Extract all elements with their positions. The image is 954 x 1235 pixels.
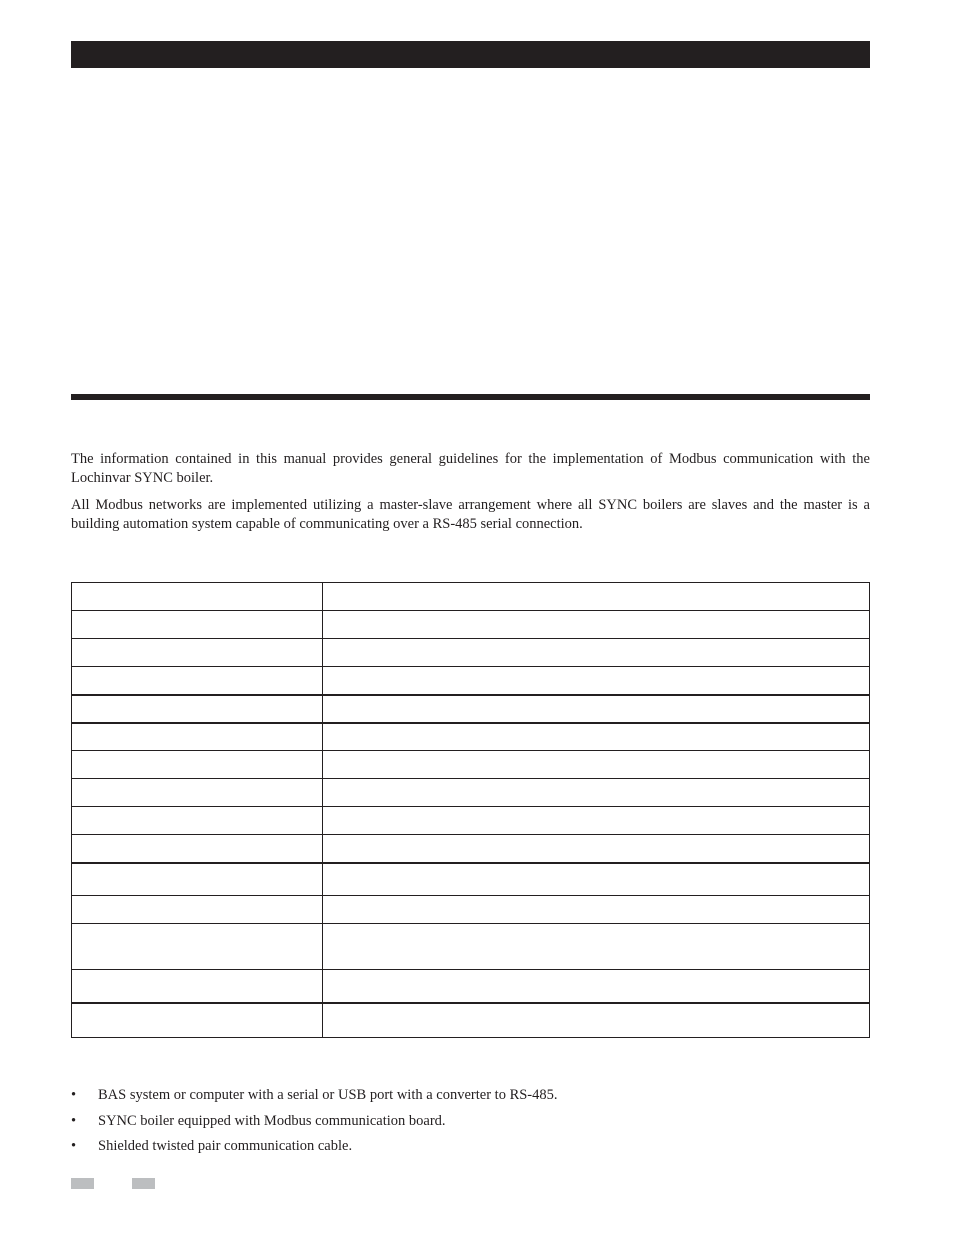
table-cell (323, 695, 870, 723)
list-item-text: SYNC boiler equipped with Modbus communication board. (98, 1112, 446, 1129)
requirements-list (71, 1086, 870, 1163)
table-cell (72, 1003, 323, 1038)
header-bar (71, 41, 870, 68)
table-cell (323, 723, 870, 751)
footer-tab-right (132, 1178, 155, 1189)
table-row (72, 924, 870, 970)
table-row (72, 583, 870, 611)
table-cell (323, 835, 870, 863)
table-cell (72, 896, 323, 924)
table-cell (72, 863, 323, 896)
table-cell (72, 835, 323, 863)
table-cell (72, 751, 323, 779)
table-cell (323, 924, 870, 970)
table-row (72, 807, 870, 835)
table-cell (72, 639, 323, 667)
table-cell (72, 583, 323, 611)
table-cell (323, 807, 870, 835)
table-row (72, 667, 870, 695)
table-cell (72, 779, 323, 807)
table-cell (323, 896, 870, 924)
list-item-text: BAS system or computer with a serial or USB port with a converter to RS-485. (98, 1087, 558, 1103)
table-row (72, 863, 870, 896)
table-row (72, 723, 870, 751)
table-cell (72, 807, 323, 835)
bullet-marker: • (71, 1112, 77, 1129)
list-item (71, 1086, 870, 1105)
table-cell (72, 611, 323, 639)
table-cell (72, 667, 323, 695)
table-cell (72, 723, 323, 751)
table-cell (323, 611, 870, 639)
table-row (72, 835, 870, 863)
table-cell (323, 779, 870, 807)
table-row (72, 695, 870, 723)
table-row (72, 611, 870, 639)
list-item (71, 1112, 870, 1131)
table-cell (323, 970, 870, 1003)
table-row (72, 896, 870, 924)
table-cell (72, 970, 323, 1003)
table-row (72, 639, 870, 667)
list-item-text: Shielded twisted pair communication cable. (98, 1138, 353, 1154)
table-cell (323, 583, 870, 611)
table-cell (323, 667, 870, 695)
table-row (72, 779, 870, 807)
intro-paragraph-2: All Modbus networks are implemented utilizing a master-slave arrangement where all SYNC boilers are slaves and the master is a building automation system capable of communicating over a RS-485 serial connection. (71, 497, 870, 532)
table-row (72, 970, 870, 1003)
table-cell (323, 639, 870, 667)
table-row (72, 1003, 870, 1038)
intro-paragraph-1: The information contained in this manual provides general guidelines for the implementation of Modbus communication with the Lochinvar SYNC boiler. (71, 451, 870, 486)
spec-table (71, 582, 870, 1038)
bullet-marker: • (71, 1087, 77, 1103)
list-item (71, 1137, 870, 1156)
table-cell (323, 1003, 870, 1038)
table-cell (72, 695, 323, 723)
table-cell (72, 924, 323, 970)
bullet-marker: • (71, 1138, 77, 1154)
table-cell (323, 751, 870, 779)
section-rule (71, 394, 870, 400)
footer-tab-left (71, 1178, 94, 1189)
intro-text (71, 450, 870, 542)
table-cell (323, 863, 870, 896)
table-row (72, 751, 870, 779)
